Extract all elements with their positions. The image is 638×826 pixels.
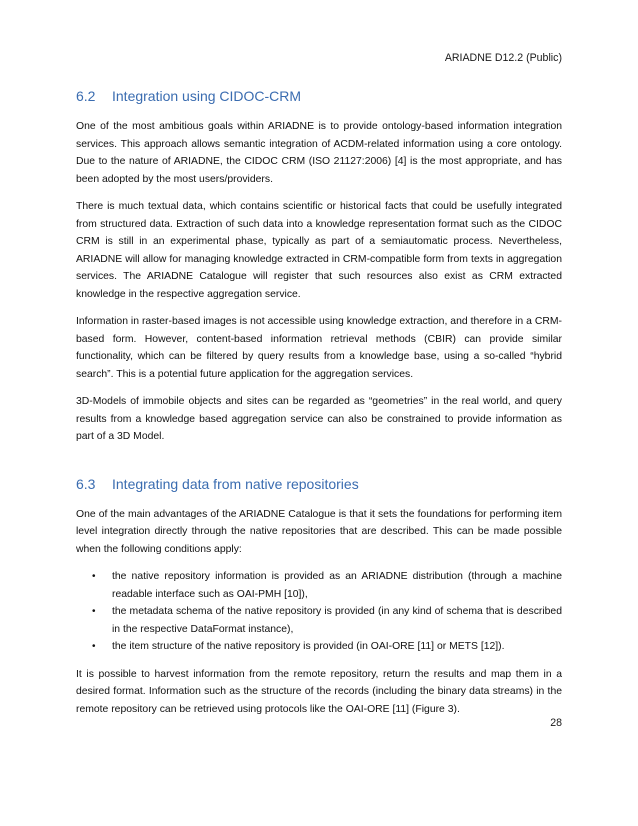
paragraph: One of the most ambitious goals within ARIADNE is to provide ontology-based information integration services. This approach allows semantic integration of ACDM-related information using a core ontology. Due to the nature of ARIADNE, the CIDOC CRM (ISO 21127:2006) [4] is the most appropriate, and has been adopted by the most users/providers. bbox=[76, 121, 562, 185]
paragraph: Information in raster-based images is not accessible using knowledge extraction, and therefore in a CRM-based form. However, content-based information retrieval methods (CBIR) can provide similar functionality, which can be filtered by query results from a knowledge base, using a so-called “hybrid search”. This is a potential future application for the aggregation services. bbox=[76, 316, 562, 380]
bullet-icon: • bbox=[92, 606, 96, 617]
paragraph: There is much textual data, which contains scientific or historical facts that could be usefully integrated from structured data. Extraction of such data into a knowledge representation format such as the CIDOC CRM is still in an experimental phase, typically as part of a semiautomatic process. Nevertheless, ARIADNE will allow for managing knowledge extracted in CRM-compatible form from texts in aggregation services. The ARIADNE Catalogue will register that such resources also exist as CRM extracted knowledge in the respective aggregation service. bbox=[76, 201, 562, 300]
running-header: ARIADNE D12.2 (Public) bbox=[444, 52, 562, 64]
list-item-text: the metadata schema of the native repository is provided (in any kind of schema that is described in the respective DataFormat instance), bbox=[112, 606, 562, 635]
page-content bbox=[76, 88, 562, 728]
bullet-icon: • bbox=[92, 641, 96, 652]
page-number: 28 bbox=[550, 717, 562, 729]
paragraph: 3D-Models of immobile objects and sites can be regarded as “geometries” in the real world, and query results from a knowledge based aggregation service can also be constrained to provide information as part of a 3D Model. bbox=[76, 396, 562, 442]
list-item bbox=[76, 568, 562, 603]
section-heading-6-3 bbox=[76, 476, 562, 492]
list-item-text: the native repository information is provided as an ARIADNE distribution (through a machine readable interface such as OAI-PMH [10]), bbox=[112, 571, 562, 600]
list-item bbox=[76, 603, 562, 638]
bullet-icon: • bbox=[92, 571, 96, 582]
paragraph: One of the main advantages of the ARIADNE Catalogue is that it sets the foundations for performing item level integration directly through the native repositories that are described. This can be made possible when the following conditions apply: bbox=[76, 508, 562, 555]
section-title: Integration using CIDOC-CRM bbox=[112, 88, 302, 104]
conditions-list bbox=[76, 568, 562, 656]
section-number: 6.2 bbox=[76, 88, 96, 104]
paragraph: It is possible to harvest information from the remote repository, return the results and map them in a desired format. Information such as the structure of the records (including the binary data streams) in the remote repository can be retrieved using protocols like the OAI-ORE [11] (Figure 3). bbox=[76, 668, 562, 715]
section-number: 6.3 bbox=[76, 475, 96, 492]
section-heading-6-2 bbox=[76, 88, 562, 104]
list-item bbox=[76, 638, 562, 656]
list-item-text: the item structure of the native repository is provided (in OAI-ORE [11] or METS [12]). bbox=[112, 641, 505, 652]
section-title: Integrating data from native repositories bbox=[112, 475, 359, 492]
